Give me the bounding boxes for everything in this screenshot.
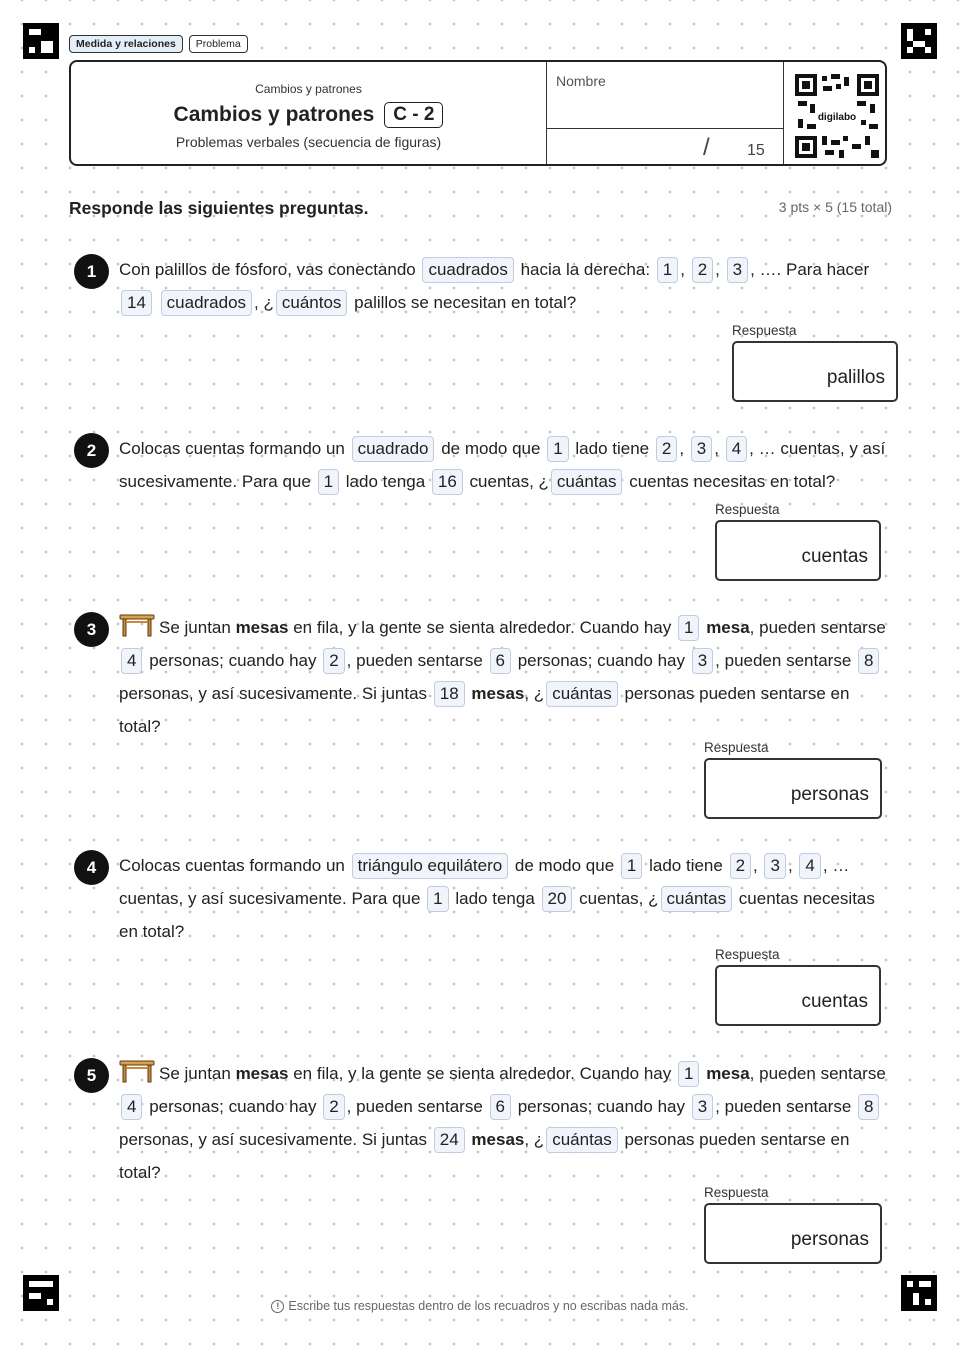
header-subtitle: Cambios y patrones <box>255 82 362 96</box>
question-number: 3 <box>74 612 109 647</box>
question-number: 5 <box>74 1058 109 1093</box>
tag-row <box>69 35 248 53</box>
question-number: 4 <box>74 850 109 885</box>
name-divider <box>547 128 783 129</box>
answer-unit: personas <box>790 1229 869 1250</box>
question-text: Con palillos de fósforo, vas conectando cuadrados hacia la derecha: 1 , 2 , 3 , …. Para hacer 14 cuadrados , ¿ cuántos palillos se necesitan en total? <box>119 253 895 319</box>
footer-text: Escribe tus respuestas dentro de los recuadros y no escribas nada más. <box>288 1299 689 1313</box>
answer-label: Respuesta <box>704 740 769 755</box>
header-description: Problemas verbales (secuencia de figuras) <box>175 134 442 150</box>
answer-box-5[interactable] <box>704 1203 882 1264</box>
question-text: Colocas cuentas formando un triángulo equilátero de modo que 1 lado tiene 2 , 3 , 4 , … cuentas, y así sucesivamente. Para que 1 lado tenga 20 cuentas, ¿ cuántas cuentas necesitas en total? <box>119 849 895 948</box>
answer-label: Respuesta <box>732 323 797 338</box>
corner-marker-top-right <box>901 23 937 59</box>
worksheet-code: C - 2 <box>384 102 443 128</box>
answer-label: Respuesta <box>715 502 780 517</box>
info-icon: ! <box>271 1300 284 1313</box>
score-slash: / <box>703 134 710 161</box>
name-label: Nombre <box>556 73 606 89</box>
question-text: Colocas cuentas formando un cuadrado de modo que 1 lado tiene 2 , 3 , 4 , … cuentas, y así sucesivamente. Para que 1 lado tenga 16 cuentas, ¿ cuántas cuentas necesitas en total? <box>119 432 895 498</box>
answer-box-1[interactable] <box>732 341 898 402</box>
question-number: 2 <box>74 433 109 468</box>
answer-unit: personas <box>790 784 869 805</box>
answer-label: Respuesta <box>704 1185 769 1200</box>
answer-label: Respuesta <box>715 947 780 962</box>
qr-code-icon <box>795 74 879 158</box>
type-tag: Problema <box>189 35 248 53</box>
table-icon <box>119 1059 155 1083</box>
page-title: Cambios y patrones <box>173 103 375 126</box>
score-total: 15 <box>747 142 765 159</box>
answer-box-2[interactable] <box>715 520 881 581</box>
answer-box-3[interactable] <box>704 758 882 819</box>
table-icon <box>119 613 155 637</box>
question-text: Se juntan mesas en fila, y la gente se sienta alrededor. Cuando hay 1 mesa, pueden sentarse 4 personas; cuando hay 2 , pueden sentarse 6 personas; cuando hay 3 , pueden sentarse 8 personas, y así sucesivamente. Si juntas 24 mesas, ¿ cuántas personas pueden sentarse en total? <box>119 1057 895 1189</box>
points-info: 3 pts × 5 (15 total) <box>778 199 892 215</box>
question-number: 1 <box>74 254 109 289</box>
corner-marker-top-left <box>23 23 59 59</box>
question-text: Se juntan mesas en fila, y la gente se sienta alrededor. Cuando hay 1 mesa, pueden sentarse 4 personas; cuando hay 2 , pueden sentarse 6 personas; cuando hay 3 , pueden sentarse 8 personas, y así sucesivamente. Si juntas 18 mesas, ¿ cuántas personas pueden sentarse en total? <box>119 611 895 743</box>
answer-unit: palillos <box>826 367 885 388</box>
header-title-section <box>71 62 546 164</box>
answer-box-4[interactable] <box>715 965 881 1026</box>
category-tag: Medida y relaciones <box>69 35 183 53</box>
footer-note <box>0 1299 960 1313</box>
name-field[interactable] <box>546 62 784 164</box>
instruction-text: Responde las siguientes preguntas. <box>69 198 369 218</box>
worksheet-header <box>69 60 887 166</box>
qr-label: digilabo <box>817 112 857 123</box>
answer-unit: cuentas <box>801 991 868 1012</box>
answer-unit: cuentas <box>801 546 868 567</box>
